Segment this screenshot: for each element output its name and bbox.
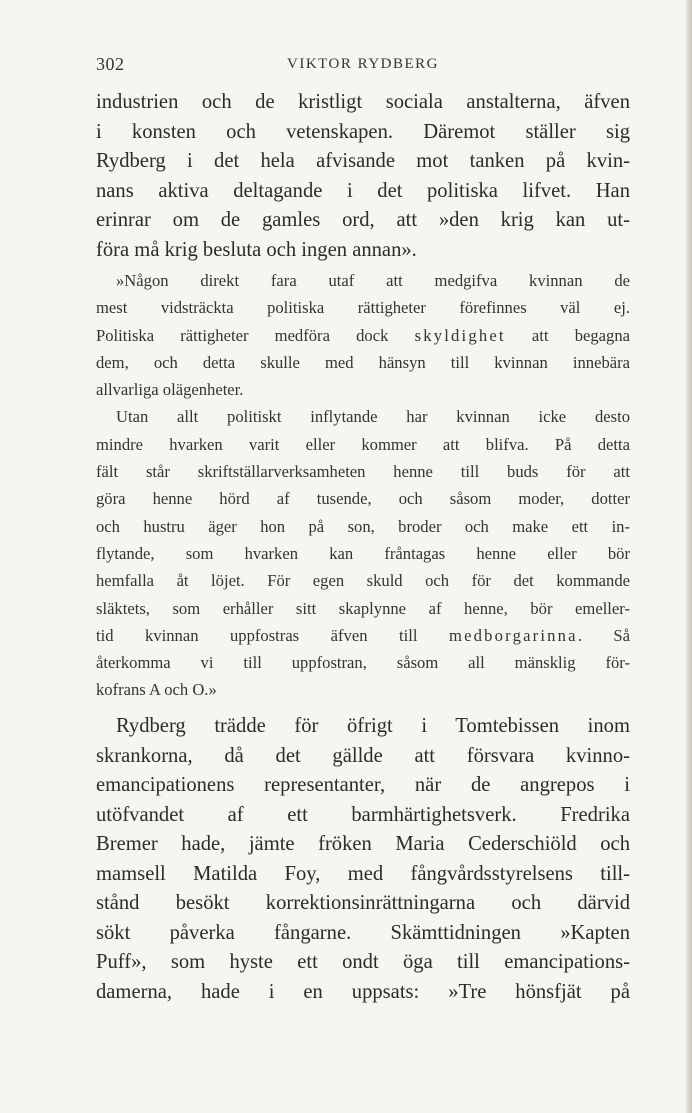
quote-line: »Någon direkt fara utaf att medgifva kvinnan de (116, 271, 630, 290)
quote-line: allvarliga olägenheter. (96, 380, 244, 400)
quote-line: kofrans A och O.» (96, 680, 217, 700)
text-line: mamsell Matilda Foy, med fångvårdsstyrelsens till- (96, 862, 630, 885)
quote-line: fält står skriftställarverksamheten henne till buds för att (96, 462, 630, 482)
paragraph-1 (96, 88, 630, 265)
emphasis-medborgarinna: medborgarinna (449, 625, 578, 645)
text-line: i konsten och vetenskapen. Däremot ställer sig (96, 120, 630, 143)
text-line: Rydberg i det hela afvisande mot tanken på kvin- (96, 150, 630, 172)
quote-line (96, 622, 630, 649)
quote-line: mest vidsträckta politiska rättigheter förefinnes väl ej. (96, 298, 630, 318)
quote-line: göra henne hörd af tusende, och såsom moder, dotter (96, 489, 630, 509)
text-line: erinrar om de gamles ord, att »den krig kan ut- (96, 209, 630, 231)
text-line: industrien och de kristligt sociala anstalterna, äfven (96, 91, 630, 113)
text-line: föra må krig besluta och ingen annan». (96, 238, 417, 261)
quote-line-text: att begagna (505, 325, 630, 345)
text-line: Bremer hade, jämte fröken Maria Cederschiöld och (96, 833, 630, 855)
quote-line: släktets, som erhåller sitt skaplynne af henne, bör emeller- (96, 598, 630, 618)
block-quote (96, 267, 630, 704)
quote-line-text: Politiska rättigheter medföra dock (96, 325, 415, 345)
text-line: emancipationens representanter, när de angrepos i (96, 774, 630, 796)
quote-line: dem, och detta skulle med hänsyn till kvinnan innebära (96, 352, 630, 372)
text-line: sökt påverka fångarne. Skämttidningen »Kapten (96, 921, 630, 944)
text-line: Rydberg trädde för öfrigt i Tomtebissen inom (116, 715, 630, 737)
quote-line (96, 322, 630, 349)
page-edge-shadow (686, 0, 692, 1113)
quote-line: Utan allt politiskt inflytande har kvinnan icke desto (116, 407, 630, 427)
quote-line: hemfalla åt löjet. För egen skuld och för det kommande (96, 571, 630, 591)
text-line: skrankorna, då det gällde att försvara kvinno- (96, 744, 630, 767)
quote-line-text: . Så (577, 625, 631, 645)
paragraph-2 (96, 712, 630, 1007)
text-line: utöfvandet af ett barmhärtighetsverk. Fredrika (96, 803, 630, 826)
running-title: VIKTOR RYDBERG (287, 56, 439, 72)
emphasis-skyldighet: skyldighet (414, 325, 506, 345)
text-line: nans aktiva deltagande i det politiska lifvet. Han (96, 179, 630, 202)
page-number: 302 (96, 54, 125, 74)
text-line: damerna, hade i en uppsats: »Tre hönsfjät på (96, 980, 630, 1003)
quote-line: och hustru äger hon på son, broder och make ett in- (96, 516, 630, 536)
quote-line: flytande, som hvarken kan fråntagas henne eller bör (96, 543, 630, 563)
quote-line: återkomma vi till uppfostran, såsom all mänsklig för- (96, 653, 630, 673)
text-line: stånd besökt korrektionsinrättningarna och därvid (96, 892, 630, 914)
quote-line: mindre hvarken varit eller kommer att blifva. På detta (96, 434, 630, 454)
page-header (96, 54, 630, 78)
text-line: Puff», som hyste ett ondt öga till emancipations- (96, 951, 630, 973)
quote-line-text: tid kvinnan uppfostras äfven till (96, 625, 449, 645)
